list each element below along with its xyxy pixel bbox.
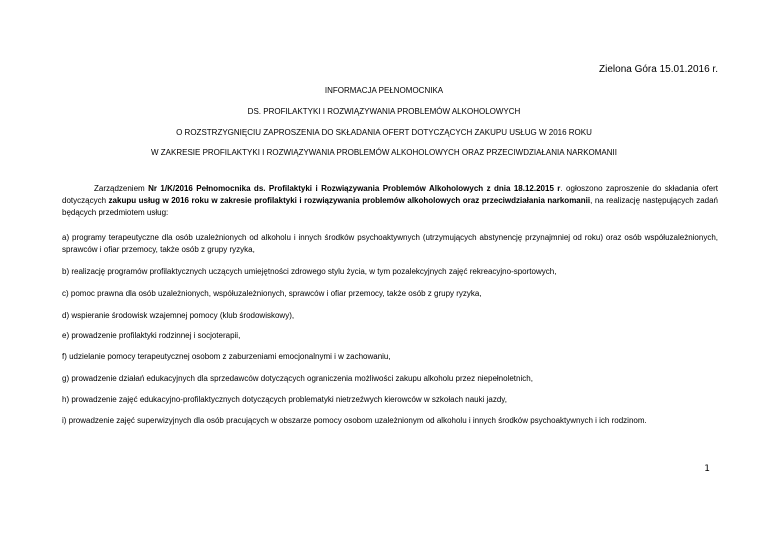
list-item-c: c) pomoc prawna dla osób uzależnionych, współuzależnionych, sprawców i ofiar przemocy, także osób z grupy ryzyka,: [62, 289, 482, 298]
list-item-b: b) realizację programów profilaktycznych uczących umiejętności zdrowego stylu życia, w tym pozalekcyjnych zajęć rekreacyjno-sportowych,: [62, 267, 557, 276]
list-item-g: g) prowadzenie działań edukacyjnych dla sprzedawców dotyczących ograniczenia możliwości zakupu alkoholu przez niepełnoletnich,: [62, 374, 533, 383]
document-title: INFORMACJA PEŁNOMOCNIKA: [324, 86, 444, 95]
place-date: Zielona Góra 15.01.2016 r.: [599, 64, 718, 75]
list-item-a: a) programy terapeutyczne dla osób uzależnionych od alkoholu i innych środków psychoaktywnych (utrzymujących abstynencję przynajmniej od roku) oraz osób współuzależnionych, sprawców i ofiar przemocy, także osób z grupy ryzyka,: [62, 233, 718, 254]
document-subtitle-line-3: W ZAKRESIE PROFILAKTYKI I ROZWIĄZYWANIA PROBLEMÓW ALKOHOLOWYCH ORAZ PRZECIWDZIAŁANIA NARKOMANII: [151, 148, 617, 157]
intro-bold-scope: zakupu usług w 2016 roku w zakresie profilaktyki i rozwiązywania problemów alkoholowych oraz przeciwdziałania narkomanii: [108, 196, 591, 205]
list-item-f: f) udzielanie pomocy terapeutycznej osobom z zaburzeniami emocjonalnymi i w zachowaniu,: [62, 352, 391, 361]
list-item-d: d) wspieranie środowisk wzajemnej pomocy (klub środowiskowy),: [62, 311, 295, 320]
intro-text-3: , na realizację następujących zadań będących przedmiotem usług:: [62, 196, 719, 217]
list-item-h: h) prowadzenie zajęć edukacyjno-profilaktycznych dotyczących problematyki nietrzeźwych kierowców w szkołach nauki jazdy,: [62, 395, 507, 404]
intro-text-1: Zarządzeniem: [94, 184, 149, 193]
intro-paragraph: [62, 183, 718, 219]
list-item-e: e) prowadzenie profilaktyki rodzinnej i socjoterapii,: [62, 331, 241, 340]
document-subtitle-line-1: DS. PROFILAKTYKI I ROZWIĄZYWANIA PROBLEMÓW ALKOHOLOWYCH: [247, 107, 521, 116]
page-number: 1: [704, 464, 710, 474]
intro-text-2: . ogłoszono zaproszenie do składania ofert dotyczących: [62, 184, 719, 205]
intro-bold-decree: Nr 1/K/2016 Pełnomocnika ds. Profilaktyki i Rozwiązywania Problemów Alkoholowych z dnia 18.12.2015 r: [148, 184, 561, 193]
list-item-i: i) prowadzenie zajęć superwizyjnych dla osób pracujących w obszarze pomocy osobom uzależnionym od alkoholu i innych środków psychoaktywnych i ich rodzinom.: [62, 416, 647, 425]
document-subtitle-line-2: O ROZSTRZYGNIĘCIU ZAPROSZENIA DO SKŁADANIA OFERT DOTYCZĄCYCH ZAKUPU USŁUG W 2016 ROKU: [176, 128, 592, 137]
